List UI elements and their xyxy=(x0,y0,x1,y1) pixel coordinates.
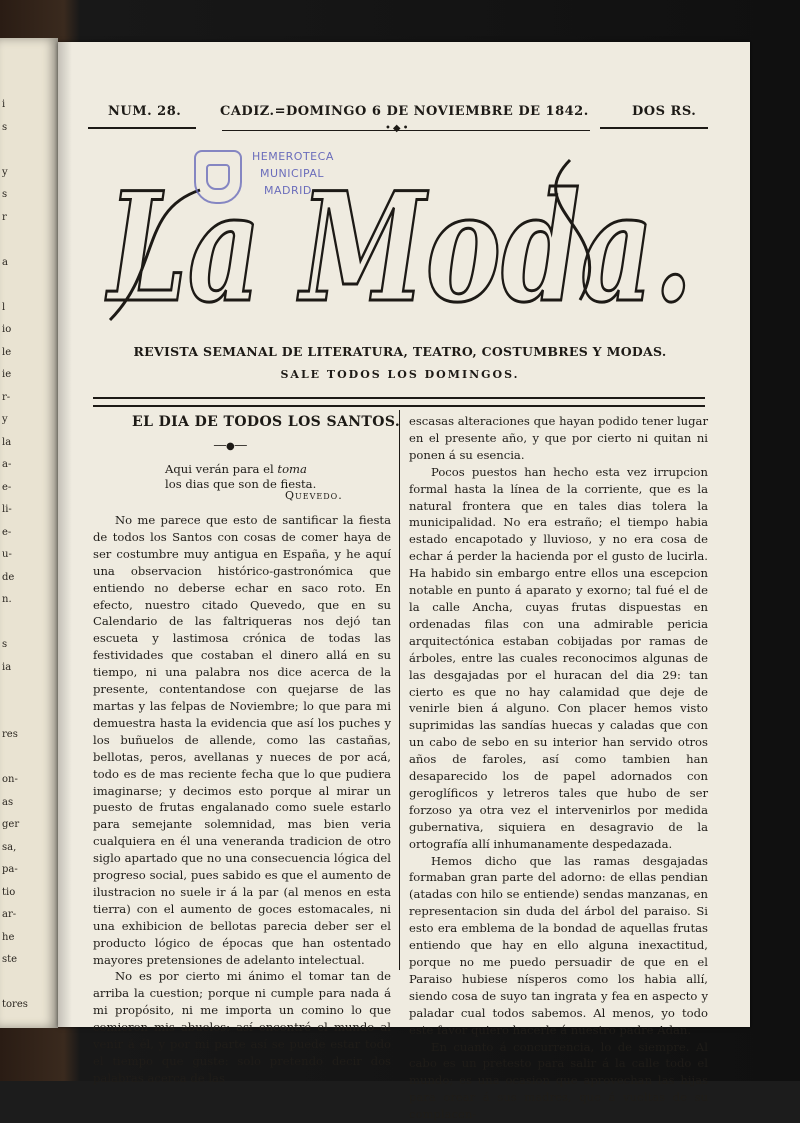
facing-page-text-fragment: res xyxy=(2,729,18,740)
facing-page-text-fragment: de xyxy=(2,571,15,583)
facing-page-text-fragment: ie xyxy=(2,369,12,380)
section-double-rule xyxy=(93,397,705,407)
article-paragraph: Pocos puestos han hecho esta vez irrupcion formal hasta la línea de la corriente, que es la natural frontera que en tales dias tolera la municipalidad. No era estraño; el tiempo habia estado encapotado y lluvioso, y no era cosa de echar á perder la hacienda por el gusto de lucirla. Ha habido sin embargo entre ellos una escepcion notable en punto á aparato y exorno; tal fué el de la calle Ancha, cuyas frutas dispuestas en ordenadas filas con una admirable pericia arquitectónica estaban cobijadas por ramas de árboles, entre las cuales reconocimos algunas de las desgajadas por el huracan del dia 29: tan cierto es que no hay calamidad que deje de venirle bien á alguno. Con placer hemos visto suprimidas las sandías huecas y caladas que con un cabo de sebo en su interior han servido otros años de faroles, así como tambien han desaparecido los de papel adornados con geroglíficos y letreros tales que hubo de ser forzoso ya otra vez el intervenirlos por medida gubernativa, siquiera en desagravio de la ortografía allí inhumanamente despedazada. xyxy=(409,464,708,851)
facing-page-text-fragment: le xyxy=(2,346,12,358)
facing-page-text-fragment: tio xyxy=(2,886,16,898)
facing-page-text-fragment: y xyxy=(2,166,8,178)
facing-page-text-fragment: n. xyxy=(2,594,12,605)
facing-page-text-fragment: he xyxy=(2,931,15,943)
gutter-shadow xyxy=(58,42,72,1027)
facing-page-text-fragment: y xyxy=(2,414,8,425)
facing-page-text-fragment: i xyxy=(2,99,6,110)
subtitle: REVISTA SEMANAL DE LITERATURA, TEATRO, COSTUMBRES Y MODAS. xyxy=(133,344,667,359)
stamp-line-1: HEMEROTECA xyxy=(252,150,334,163)
stamp-line-2: MUNICIPAL xyxy=(260,167,325,180)
epigraph-line-2: los dias que son de fiesta. xyxy=(165,476,317,491)
facing-page-edge xyxy=(0,38,58,1028)
dateline: CADIZ.=DOMINGO 6 DE NOVIEMBRE DE 1842. xyxy=(220,104,589,119)
epigraph-line-1: Aqui verán para el xyxy=(165,462,278,476)
header-rule-left xyxy=(88,127,196,129)
article-paragraph: No me parece que esto de santificar la fiesta de todos los Santos con cosas de comer haya de ser costumbre muy antigua en España, y he aquí una observacion histórico-gastronómica que entiendo no deberse echar en saco roto. En efecto, nuestro citado Quevedo, que en su Calendario de las faltriqueras nos dejó tan escueta y lastimosa crónica de todas las festividades que costaban el dinero allá en su tiempo, ni una palabra nos dice acerca de la presente, contentandose con quejarse de las martas y las felpas de Noviembre; lo que para mi demuestra hasta la evidencia que así los puches y los buñuelos de allende, como las castañas, bellotas, peros, avellanas y nueces de por acá, todo es de mas reciente fecha que lo que pudiera imaginarse; y decimos esto porque al mirar un puesto de frutas engalanado como suele estarlo para semejante solemnidad, mas bien veria cualquiera en él una veneranda tradicion de otro siglo apartado que no una consecuencia lógica del progreso social, pues sabido es que el aumento de ilustracion no suele ir á la par (al menos en esta tierra) con el aumento de goces estomacales, ni una exhibicion de bellotas parecia deber ser el producto lógico de épocas que han ostentado mayores pretensiones de adelanto intelectual. xyxy=(93,513,391,967)
article-paragraph: No es por cierto mi ánimo el tomar tan de arriba la cuestion; porque ni cumple para nada á mi propósito, ni me importa un comino lo que comieron mis abuelos: así encontré el mundo al venir á él, y por mi parte así se puede estar todo el tiempo que guste: solo pretendo decir dos palabras acerca de las xyxy=(93,969,391,1085)
facing-page-text-fragment: ar- xyxy=(2,909,17,920)
header-rule-right xyxy=(600,127,708,129)
issue-number: NUM. 28. xyxy=(108,104,182,119)
coat-of-arms-icon xyxy=(194,150,242,204)
facing-page-text-fragment: on- xyxy=(2,774,18,785)
facing-page-text-fragment: s xyxy=(2,121,8,133)
masthead-title xyxy=(100,150,700,335)
facing-page-text-fragment: ste xyxy=(2,954,18,965)
article-paragraph: Hemos dicho que las ramas desgajadas formaban gran parte del adorno: de ellas pendian (atadas con hilo se entiende) sendas manzanas, en representacion sin duda del árbol del paraiso. Si esto era emblema de la bondad de aquellas frutas entiendo que hay en ello alguna inexactitud, porque no me puedo persuadir de que en el Paraiso hubiese nísperos como los habia allí, siendo cosa de suyo tan ingrata y fea en aspecto y paladar cual todos sabemos. Al menos, yo todo este favor quiero hacerle á nuestro padre Adan. xyxy=(409,853,708,1037)
facing-page-text-fragment: pa- xyxy=(2,864,18,875)
epigraph-author: Quevedo. xyxy=(285,489,343,502)
facing-page-text-fragment: as xyxy=(2,796,14,808)
facing-page-text-fragment: s xyxy=(2,189,8,200)
facing-page-text-fragment: a- xyxy=(2,459,12,470)
stamp-line-3: MADRID xyxy=(264,184,312,197)
price: DOS RS. xyxy=(632,104,697,119)
facing-page-text-fragment: la xyxy=(2,436,12,448)
facing-page-text-fragment: a xyxy=(2,256,8,268)
facing-page-text-fragment: tores xyxy=(2,999,28,1010)
facing-page-text-fragment: r- xyxy=(2,391,11,403)
facing-page-text-fragment: ia xyxy=(2,661,12,673)
article-title: EL DIA DE TODOS LOS SANTOS. xyxy=(132,414,401,430)
epigraph-italic-word: toma xyxy=(277,462,307,476)
facing-page-text-fragment: sa, xyxy=(2,841,17,853)
tagline: SALE TODOS LOS DOMINGOS. xyxy=(280,368,520,381)
masthead-title-text: La Moda. xyxy=(104,160,693,336)
library-stamp xyxy=(194,150,344,202)
facing-page-text-fragment: io xyxy=(2,324,12,335)
facing-page-text-fragment: ger xyxy=(2,819,20,830)
title-ornament: ──●── xyxy=(214,441,247,452)
facing-page-text-fragment: r xyxy=(2,211,7,223)
facing-page-text-fragment: e- xyxy=(2,526,12,538)
article-paragraph: escasas alteraciones que hayan podido tener lugar en el presente año, y que por cierto ni quitan ni ponen á su esencia. xyxy=(409,414,708,462)
facing-page-text-fragment: u- xyxy=(2,549,12,560)
facing-page-text-fragment: l xyxy=(2,301,6,313)
article-paragraph: En cuanto á concurrencia, lo de siempre. Al cabo es un pretesto para salir á la calle todo el mundo; es una ocasion que aprovechan las hijas para orear á sus madres, que á vueltas de su complacen- xyxy=(409,1039,708,1122)
column-rule xyxy=(399,410,400,970)
facing-page-text-fragment: s xyxy=(2,639,8,650)
article-column-left xyxy=(93,512,391,1085)
facing-page-text-fragment: e- xyxy=(2,481,12,493)
facing-page-text-fragment: li- xyxy=(2,504,12,515)
epigraph xyxy=(165,462,316,491)
article-column-right xyxy=(409,413,708,1122)
header-ornament: •◆• xyxy=(385,123,411,134)
